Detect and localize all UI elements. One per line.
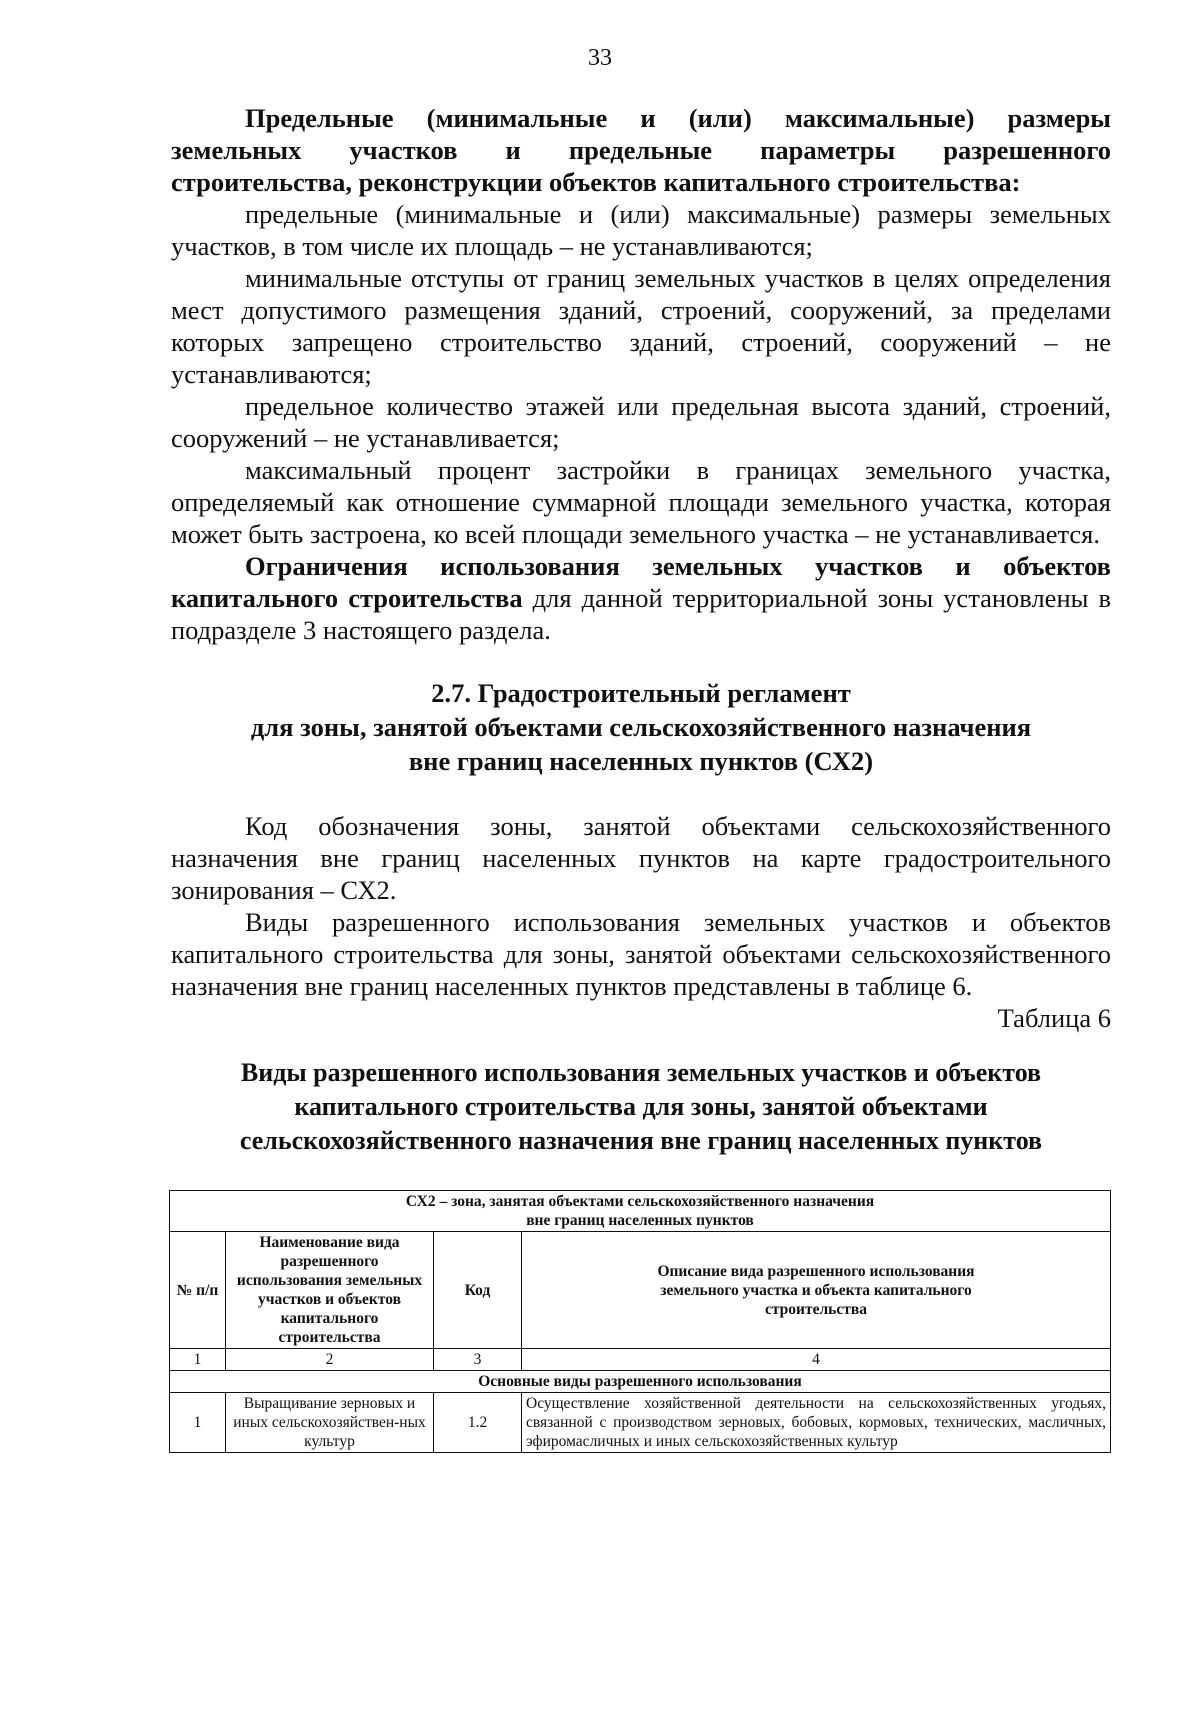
section-heading [171,676,1111,778]
paragraph-build-percent: максимальный процент застройки в границах земельного участка, определяемый как отношение суммарной площади земельного участка, которая может быть застроена, ко всей площади земельного участка – не устанавливается. [171,455,1111,549]
paragraph-floors: предельное количество этажей или предельная высота зданий, строений, сооружений – не устанавливается; [171,391,1111,453]
paragraph-plot-sizes: предельные (минимальные и (или) максимальные) размеры земельных участков, в том числе их площадь – не устанавливаются; [171,199,1111,261]
col-number-1: 1 [170,1349,226,1371]
limits-heading-line-2: земельных участков и предельные параметры разрешенного [171,135,1111,165]
table-title-line-1: Виды разрешенного использования земельных участков и объектов [240,1058,1042,1087]
column-number-row [170,1349,1111,1371]
restrictions-text: для данной территориальной зоны установлены в подразделе 3 настоящего раздела. [171,583,1111,645]
table-title [171,1056,1111,1158]
table-label: Таблица 6 [997,1003,1111,1033]
column-header-row [170,1232,1111,1349]
document-body [171,102,1111,1453]
header-code: Код [434,1232,522,1349]
paragraph-usage-types: Виды разрешенного использования земельных участков и объектов капитального строительства для зоны, занятой объектами сельскохозяйственного назначения вне границ населенных пунктов представлены в таблице 6. [171,907,1111,1001]
zone-header-line-1: СХ2 – зона, занятая объектами сельскохозяйственного назначения [405,1193,875,1210]
row-code: 1.2 [434,1393,522,1453]
restrictions-bold-text: Ограничения использования земельных участков и объектов капитального строительства [171,551,1111,613]
paragraph-restrictions [171,550,1111,646]
row-num: 1 [170,1393,226,1453]
section-heading-line-1: 2.7. Градостроительный регламент [431,678,851,708]
section-heading-line-2: для зоны, занятой объектами сельскохозяйственного назначения [250,712,1032,742]
header-name: Наименование вида разрешенного использования земельных участков и объектов капитального строительства [226,1232,434,1349]
limits-heading-line-3: строительства, реконструкции объектов капитального строительства: [171,167,1021,197]
page-number: 33 [588,45,612,71]
table-title-line-2: капитального строительства для зоны, занятой объектами [294,1092,988,1121]
table-title-line-3: сельскохозяйственного назначения вне границ населенных пунктов [239,1126,1043,1155]
group-header-cell: Основные виды разрешенного использования [170,1371,1111,1393]
row-name: Выращивание зерновых и иных сельскохозяйствен-ных культур [226,1393,434,1453]
section-heading-line-3: вне границ населенных пунктов (СХ2) [408,746,874,776]
zone-header-row [170,1191,1111,1232]
paragraph-zone-code: Код обозначения зоны, занятой объектами сельскохозяйственного назначения вне границ населенных пунктов на карте градостроительного зонирования – СХ2. [171,811,1111,905]
zone-header-line-2: вне границ населенных пунктов [526,1212,754,1229]
row-desc: Осуществление хозяйственной деятельности на сельскохозяйственных угодьях, связанной с производством зерновых, бобовых, кормовых, технических, масличных, эфиромасличных и иных сельскохозяйственных культур [522,1393,1111,1453]
usage-table [169,1190,1111,1453]
header-num: № п/п [170,1232,226,1349]
group-header-row [170,1371,1111,1393]
col-number-3: 3 [434,1349,522,1371]
col-number-4: 4 [522,1349,1111,1371]
limits-heading-line-1: Предельные (минимальные и (или) максимальные) размеры [245,103,1111,133]
paragraph-setbacks: минимальные отступы от границ земельных участков в целях определения мест допустимого размещения зданий, строений, сооружений, за пределами которых запрещено строительство зданий, строений, сооружений – не устанавливаются; [171,263,1111,389]
header-desc: Описание вида разрешенного использования земельного участка и объекта капитального строительства [522,1232,1111,1349]
zone-header-cell [170,1191,1111,1232]
table-row [170,1393,1111,1453]
col-number-2: 2 [226,1349,434,1371]
